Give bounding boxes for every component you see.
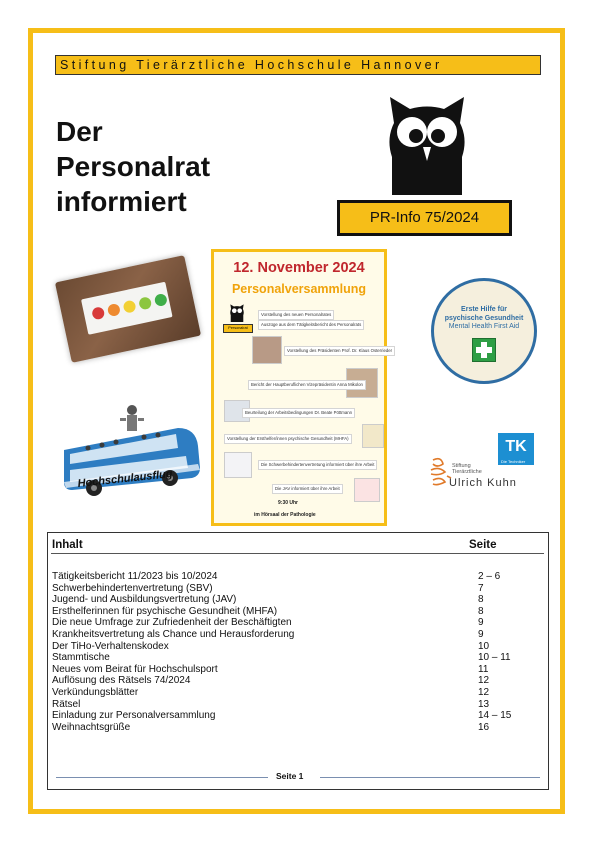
toc-entry-page: 2 – 6 <box>478 571 501 582</box>
bus-caption: Hochschulausflug <box>77 468 174 490</box>
poster-jav-logo <box>354 478 380 502</box>
owl-mascot-icon <box>388 95 466 195</box>
toc-entry-page: 8 <box>478 594 484 606</box>
toc-entry[interactable] <box>52 687 532 699</box>
toc-entry-page: 13 <box>478 698 490 710</box>
toc-entry-title: Rätsel <box>52 698 81 710</box>
mhfa-subtitle: Mental Health First Aid <box>448 323 520 330</box>
footer-page-number: Seite 1 <box>276 771 304 781</box>
poster-illustration <box>362 424 384 448</box>
issue-badge: PR-Info 75/2024 <box>337 200 512 236</box>
toc-entry[interactable] <box>52 594 532 606</box>
tk-logo <box>498 433 534 465</box>
tk-logo-small: Die Techniker <box>501 459 526 464</box>
poster-item: Vorstellung der Ersthelfer/innen psychische Gesundheit (MHFA) <box>224 434 352 444</box>
poster-item: Bericht der Hauptberuflichen Vizepräsidentin Anna Mikolon <box>248 380 366 390</box>
title-line-2: Personalrat <box>56 151 211 182</box>
toc-entry-title: Schwerbehindertenvertretung (SBV) <box>52 582 213 594</box>
toc-entry-title: Jugend- und Ausbildungsvertretung (JAV) <box>52 594 237 606</box>
toc-divider <box>51 553 544 554</box>
toc-entry[interactable] <box>52 675 532 687</box>
tk-logo-text: TK <box>505 438 527 455</box>
toc-entry-title: Stammtische <box>52 652 110 664</box>
ulrich-kuhn-logo: Ulrich Kuhn <box>449 477 517 489</box>
poster-portrait <box>252 336 282 364</box>
page-title <box>56 114 210 219</box>
mhfa-line-1: Erste Hilfe für <box>461 306 507 313</box>
toc-entry[interactable] <box>52 699 532 711</box>
toc-entry-page: 8 <box>478 605 484 617</box>
poster-time: 9:30 Uhr <box>278 500 299 506</box>
toc-entry-page: 11 <box>478 663 489 675</box>
org-header-bar: Stiftung Tierärztliche Hochschule Hannover <box>55 55 541 75</box>
title-line-3: informiert <box>56 186 187 217</box>
mhfa-badge <box>431 278 537 384</box>
poster-sbv-logo <box>224 452 252 478</box>
toc-entry-title: Ersthelferinnen für psychische Gesundheit (MHFA) <box>52 605 278 617</box>
event-poster <box>211 249 393 526</box>
toc-entry-title: Verkündungsblätter <box>52 686 139 698</box>
toc-entry-page: 10 – 11 <box>478 652 511 664</box>
toc-entry-page: 9 <box>478 617 484 629</box>
double-decker-bus-image <box>58 398 208 508</box>
toc-entry[interactable] <box>52 652 532 664</box>
toc-entry-title: Tätigkeitsbericht 11/2023 bis 10/2024 <box>52 571 218 582</box>
toc-entry-title: Auflösung des Rätsels 74/2024 <box>52 675 191 687</box>
poster-item: Die Schwerbehindertenvertretung informiert über ihre Arbeit <box>258 460 377 470</box>
toc-entry[interactable] <box>52 629 532 641</box>
mhfa-line-2: psychische Gesundheit <box>444 315 524 322</box>
poster-title: Personalversammlung <box>231 282 367 296</box>
toc-heading: Inhalt <box>52 539 83 551</box>
poster-owl-icon <box>230 304 244 322</box>
toc-entry-title: Krankheitsvertretung als Chance und Herausforderung <box>52 628 295 640</box>
toc-entry[interactable] <box>52 722 532 734</box>
toc-entry-title: Einladung zur Personalversammlung <box>52 710 216 722</box>
toc-entry-title: Die neue Umfrage zur Zufriedenheit der Beschäftigten <box>52 617 292 629</box>
toc-entry-page: 7 <box>478 582 484 594</box>
toc-list <box>52 571 532 733</box>
mhfa-title <box>434 305 534 323</box>
poster-item: Beurteilung der Arbeitsbedingungen Dr. Beate Pöttmann <box>242 408 355 418</box>
toc-entry-page: 14 – 15 <box>478 710 512 722</box>
poster-item: Die JAV informiert über ihre Arbeit <box>272 484 343 494</box>
toc-entry[interactable] <box>52 617 532 629</box>
toc-entry-page: 12 <box>478 675 490 687</box>
poster-item: Vorstellung des Präsidenten Prof. Dr. Klaus Osterrieder <box>284 346 395 356</box>
footer-rule-right <box>320 777 540 778</box>
title-line-1: Der <box>56 116 103 147</box>
toc-entry-title: Weihnachtsgrüße <box>52 721 131 733</box>
toc-entry[interactable] <box>52 641 532 653</box>
footer-rule-left <box>56 777 268 778</box>
poster-date: 12. November 2024 <box>233 260 365 276</box>
toc-entry-page: 9 <box>478 628 484 640</box>
toc-entry[interactable] <box>52 583 532 595</box>
poster-tag: Personalrat <box>223 324 253 333</box>
toc-entry[interactable] <box>52 710 532 722</box>
tiho-logo-text: Stiftung Tierärztliche <box>452 463 482 475</box>
poster-item: Auszüge aus dem Tätigkeitsbericht des Personalrats <box>258 320 364 330</box>
toc-entry-page: 12 <box>478 686 490 698</box>
poster-item: Vorstellung des neuen Personalrates <box>258 310 334 320</box>
poster-place: im Hörsaal der Pathologie <box>254 512 316 518</box>
toc-entry[interactable] <box>52 606 532 618</box>
toc-entry-page: 10 <box>478 640 490 652</box>
toc-entry-title: Der TiHo-Verhaltenskodex <box>52 640 169 652</box>
toc-entry[interactable] <box>52 664 532 676</box>
toc-page-heading: Seite <box>469 539 497 551</box>
toc-entry[interactable] <box>52 571 532 583</box>
toc-entry-page: 16 <box>478 721 490 733</box>
toc-entry-title: Neues vom Beirat für Hochschulsport <box>52 663 218 675</box>
first-aid-cross-icon <box>472 338 496 362</box>
